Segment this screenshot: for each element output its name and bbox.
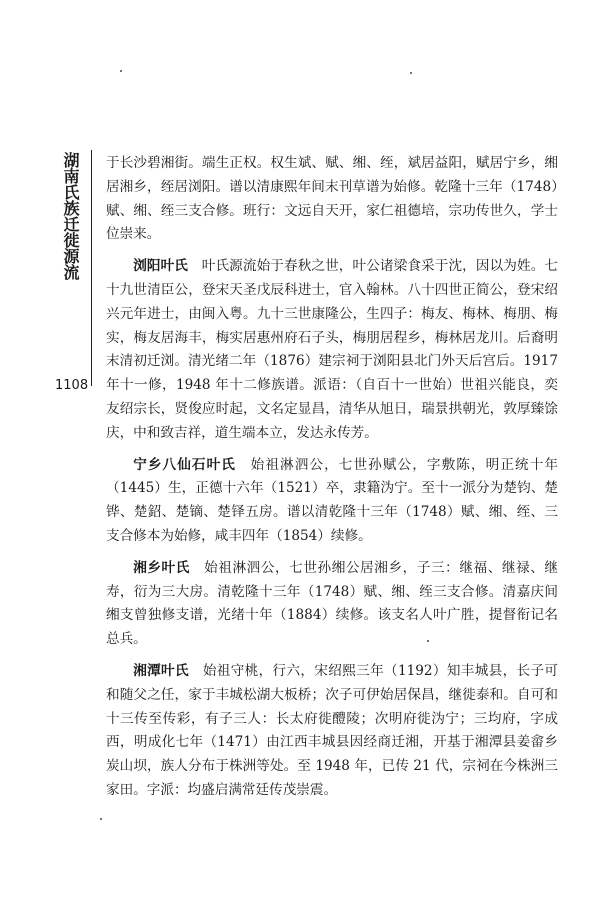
running-title: 湖南氏族迁徙源流 — [61, 152, 80, 280]
speck — [100, 818, 102, 820]
main-text — [106, 152, 558, 811]
paragraph-liuyang-ye — [106, 255, 558, 445]
paragraph-body: 始祖守桃，行六，宋绍熙三年（1192）知丰城县，长子可和随父之任，家于丰城松湖大板桥；次子可伊始居保昌，继徙泰和。自可和十三传至传彩，有子三人：长太府徙醴陵；次明府徙沩宁；三均府，字成西，明成化七年（1471）由江西丰城县因经商迁湘，开基于湘潭县姜畲乡炭山坝，族人分布于株洲等处。至 1948 年，已传 21 代，宗祠在今株洲三家田。字派：均盛启满常廷传茂崇震。 — [106, 662, 559, 798]
paragraph-body: 始祖淋泗公，七世孙赋公，字敷陈，明正统十年（1445）生，正德十六年（1521）卒，隶籍沩宁。至十一派分为楚钧、楚铧、楚鉊、楚镝、楚铎五房。谱以清乾隆十三年（1748）赋、缃、绖、三支合修本为始修，咸丰四年（1854）续修。 — [106, 456, 559, 544]
paragraph-body: 始祖淋泗公，七世孙缃公居湘乡，子三：继福、继禄、继寿，衍为三大房。清乾隆十三年（1748）赋、缃、绖三支合修。清嘉庆间缃支曾独修支谱，光绪十年（1884）续修。该支名人叶广胜，提督衔记名总兵。 — [106, 559, 559, 648]
speck — [410, 72, 412, 74]
page-number: 1108 — [55, 378, 89, 393]
section-heading: 湘潭叶氏 — [133, 662, 189, 679]
section-heading: 宁乡八仙石叶氏 — [133, 456, 236, 473]
margin-rule — [91, 150, 92, 386]
paragraph-ningxiang-ye — [106, 454, 558, 549]
paragraph-body: 于长沙碧湘街。端生正权。权生斌、赋、缃、绖，斌居益阳，赋居宁乡，缃居湘乡，绖居浏阳。谱以清康熙年间末刊草谱为始修。乾隆十三年（1748）赋、缃、绖三支合修。班行：文远自天开，家仁祖德培，宗功传世久，学士位崇来。 — [106, 155, 558, 243]
paragraph-continuation — [106, 152, 558, 247]
paragraph-xiangxiang-ye — [106, 557, 558, 652]
section-heading: 湘乡叶氏 — [133, 559, 190, 576]
section-heading: 浏阳叶氏 — [133, 258, 189, 275]
paragraph-body: 叶氏源流始于春秋之世，叶公诸梁食采于沈，因以为姓。七十九世清臣公，登宋天圣戊辰科进士，官入翰林。八十四世正简公，登宋绍兴元年进士，由闽入粤。九十三世康隆公，生四子：梅友、梅林、梅朋、梅实，梅友居海丰，梅实居惠州府石子头，梅朋居程乡，梅林居龙川。后裔明末清初迁浏。清光绪二年（1876）建宗祠于浏阳县北门外天后宫后。1917 年十一修，1948 年十二修族谱。派语：（自百十一世始）世祖兴能良，奕友绍宗长，贤俊应时起，文名定显昌，清华从旭日，瑞景拱朝光，敦厚臻馀庆，中和致吉祥，道生端本立，发达永传芳。 — [106, 258, 559, 441]
paragraph-xiangtan-ye — [106, 660, 558, 803]
speck — [120, 70, 122, 72]
